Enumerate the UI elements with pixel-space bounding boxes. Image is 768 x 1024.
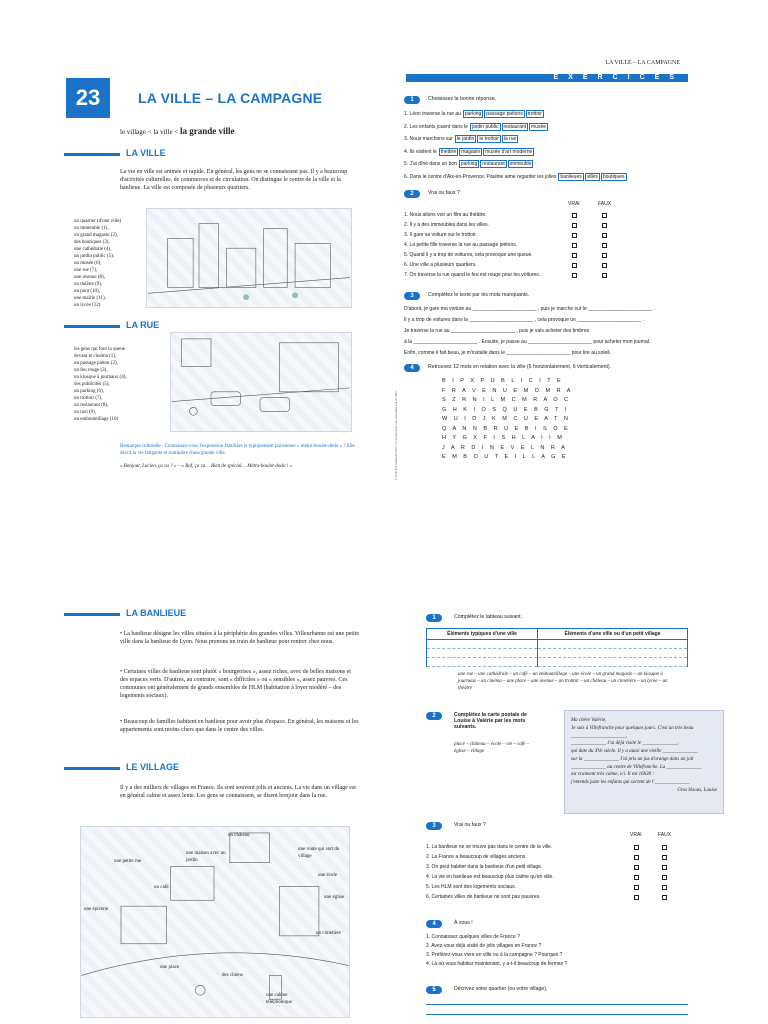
village-label: des chiens	[222, 973, 243, 978]
table-cell[interactable]	[538, 649, 688, 658]
grid-row: Q A N N B R U E B I S O E	[442, 425, 568, 432]
exercise-number-2: 2	[426, 712, 442, 720]
answer-option[interactable]: parking	[464, 111, 482, 117]
faux-checkbox[interactable]	[602, 243, 607, 248]
answer-option[interactable]: trottoir	[527, 111, 542, 117]
vrai-checkbox[interactable]	[572, 273, 577, 278]
vocab-item: un parking (6),	[74, 389, 104, 394]
answer-option[interactable]: le trottoir	[479, 136, 499, 142]
faux-checkbox[interactable]	[602, 233, 607, 238]
exercise-3-instruction: Complétez le texte par les mots manquants.	[428, 292, 530, 298]
question-line: 1. Connaissez quelques villes de France ?	[426, 934, 520, 940]
faux-checkbox[interactable]	[662, 845, 667, 850]
table-cell[interactable]	[427, 640, 538, 649]
running-header: LA VILLE – LA CAMPAGNE	[605, 60, 680, 66]
true-false-statement: 4. La vie en banlieue est beaucoup plus calme qu'en ville.	[426, 874, 554, 880]
vocab-item: des publicités (5),	[74, 382, 110, 387]
village-label: une maison avec un jardin	[186, 851, 226, 863]
vocab-item: un taxi (9),	[74, 410, 97, 415]
postcard	[564, 710, 724, 814]
fill-in-line[interactable]: à la _______________________ . Ensuite, je passe au _______________________ pour acheter mon journal.	[404, 339, 651, 345]
grid-row: E M B O U T E I L L A G E	[442, 454, 566, 460]
village-label: une école	[318, 873, 338, 878]
vocab-item: un passage piéton (2),	[74, 361, 118, 366]
cultural-note: Remarque culturelle : Connaissez-vous l'expression familière et typiquement parisienne « métro-boulot-dodo » ? Elle décrit la vie fatigante et routinière d'une grande ville.	[120, 444, 355, 456]
answer-option[interactable]: le jardin	[456, 136, 475, 142]
exercise-3-instruction: Vrai ou faux ?	[454, 822, 486, 828]
exercise-number-4: 4	[426, 920, 442, 928]
banlieue-paragraph-3: • Beaucoup de familles habitent en banlieue pour avoir plus d'espace. En général, les maisons et les appartements sont moins chers que dans le centre des villes.	[120, 719, 359, 734]
village-paragraph: Il y a des milliers de villages en France. Ils sont souvent jolis et anciens. La vie dans un village est en général calme et assez lente. Les gens se connaissent, se disent bonjour dans la rue.	[120, 785, 356, 800]
fill-in-line[interactable]: D'abord, je gare ma voiture au _______________________ , puis je marche sur le _______________________ .	[404, 306, 655, 312]
vocab-item: les gens qui font la queue	[74, 347, 125, 352]
vrai-checkbox[interactable]	[572, 263, 577, 268]
banlieue-paragraph-1: • La banlieue désigne les villes situées à la périphérie des grandes villes. Villeurbanne est une petite ville dans la banlieue de Lyon. Nous prenons un train de banlieue pour rentrer chez nous.	[120, 631, 360, 646]
faux-column-header: FAUX	[658, 832, 672, 838]
grid-row: G H K I O S Q U E B G T I	[442, 406, 567, 413]
answer-option[interactable]: passage piétons	[486, 111, 523, 117]
faux-checkbox[interactable]	[602, 273, 607, 278]
true-false-statement: 2. La France a beaucoup de villages anciens.	[426, 854, 527, 860]
faux-checkbox[interactable]	[602, 213, 607, 218]
vocab-item: un grand magasin (2),	[74, 233, 118, 238]
city-illustration	[146, 208, 352, 308]
exercise-1-instruction: Complétez le tableau suivant.	[454, 614, 523, 620]
lesson-number-badge: 23	[66, 78, 110, 118]
rue-vocab-list	[74, 346, 146, 423]
vocab-item: un pont (10),	[74, 289, 100, 294]
choice-prompt: 3. Nous marchons sur	[404, 136, 455, 142]
choice-line	[404, 110, 544, 118]
exercise-number-2: 2	[404, 190, 420, 198]
answer-option[interactable]: la rue	[503, 136, 517, 142]
postcard-line: j'entends juste les enfants qui sortent de l'______________	[571, 780, 690, 785]
vrai-checkbox[interactable]	[572, 223, 577, 228]
answer-option[interactable]: restaurant	[482, 161, 505, 167]
vrai-column-header: VRAI	[568, 201, 580, 207]
page-exercices-2	[396, 600, 717, 1024]
street-illustration	[170, 332, 352, 432]
answer-option[interactable]: jardin public	[471, 123, 499, 130]
table-header-village: Éléments d'une ville ou d'un petit village	[538, 629, 688, 640]
choice-prompt: 2. Les enfants jouent dans le	[404, 123, 470, 130]
true-false-statement: 5. Quand il y a trop de voitures, cela provoque une queue.	[404, 252, 533, 258]
postcard-line: Ma chère Valérie,	[571, 718, 607, 723]
answer-option[interactable]: musée d'art moderne	[485, 148, 533, 155]
page-exercices	[396, 60, 688, 490]
village-label: une église	[324, 895, 345, 900]
village-label: une route qui sort du village	[298, 847, 340, 859]
true-false-statement: 7. On traverse la rue quand le feu est rouge pour les voitures.	[404, 272, 541, 278]
vrai-checkbox[interactable]	[572, 243, 577, 248]
section-heading-ville: LA VILLE	[120, 148, 166, 158]
postcard-word-bank: place – château – école – vie – café – église – village	[454, 742, 530, 754]
vocab-item: une avenue (8),	[74, 275, 105, 280]
fill-in-line[interactable]: Il y a trop de voitures dans la _______________________ , cela provoque un _______________________ .	[404, 317, 644, 323]
exercises-banner: EXERCICES	[406, 74, 688, 82]
vrai-checkbox[interactable]	[634, 845, 639, 850]
exercise-number-1: 1	[426, 614, 442, 622]
table-cell[interactable]	[427, 649, 538, 658]
compare-ville: la ville	[153, 128, 173, 136]
compare-village: le village	[120, 128, 146, 136]
exercise-4-instruction: Retrouvez 12 mots en relation avec la ville (6 horizontalement, 6 verticalement).	[428, 364, 612, 370]
answer-option[interactable]: villes	[586, 173, 598, 180]
vocab-item: une mairie (11),	[74, 296, 106, 301]
street-drawing	[171, 333, 351, 431]
true-false-statement: 6. Une ville a plusieurs quartiers.	[404, 262, 477, 268]
banlieue-paragraph-2: • Certaines villes de banlieue sont plutôt « bourgeoises », assez riches, avec de belles maisons et des espaces verts. D'autres, au contraire, sont « difficiles » ou « sensibles », assez pauvres. Ces communes ont généralement de grands ensembles de HLM (habitation à loyer modéré – des logements sociaux).	[120, 669, 351, 700]
ville-paragraph: La vie en ville est animée et rapide. En général, les gens ne se connaissent pas. Il y a beaucoup d'activités culturelles, de commerces et de circulation. On distingue le centre de la ville et la banlieue. La ville est composée de plusieurs quartiers.	[120, 169, 348, 192]
vocab-item: un lycée (12)	[74, 303, 101, 308]
exercise-5-instruction: Décrivez votre quartier (ou votre village).	[454, 986, 548, 992]
village-label: une place	[160, 965, 180, 970]
exercise-number-5: 5	[426, 986, 442, 994]
vocab-item: un théâtre (9),	[74, 282, 103, 287]
vocab-item: un trottoir (7),	[74, 396, 103, 401]
exercise-1-instruction: Choisissez la bonne réponse.	[428, 96, 497, 102]
exercise-number-3: 3	[404, 292, 420, 300]
faux-checkbox[interactable]	[602, 223, 607, 228]
village-label: un cimetière	[316, 931, 341, 936]
choice-prompt: 5. J'ai dîné dans un bon	[404, 161, 459, 167]
table-cell[interactable]	[538, 640, 688, 649]
true-false-statement: 2. Il y a des immeubles dans les villes.	[404, 222, 490, 228]
choice-prompt: 1. Léon traverse la rue au	[404, 111, 463, 117]
question-line: 4. Là où vous habitez maintenant, y a-t-il beaucoup de fermes ?	[426, 961, 568, 967]
vocab-item: un feu rouge (3),	[74, 368, 108, 373]
vocab-item: une rue (7),	[74, 268, 98, 273]
vrai-column-header: VRAI	[630, 832, 642, 838]
exercise-2-instruction: Complétez la carte postale de Louise à Valérie par les mots suivants.	[454, 712, 527, 730]
table-cell[interactable]	[427, 658, 538, 667]
page-banlieue-village	[66, 600, 366, 1024]
choice-line	[404, 135, 519, 143]
vrai-checkbox[interactable]	[572, 233, 577, 238]
exercise-2-instruction: Vrai ou faux ?	[428, 190, 460, 196]
faux-column-header: FAUX	[598, 201, 612, 207]
answer-option[interactable]: banlieues	[560, 173, 582, 180]
fill-in-line[interactable]: Je traverse la rue au _______________________ , puis je vais acheter des timbres	[404, 328, 590, 334]
grid-row: H Y G X F I S H L A I I M	[442, 435, 562, 441]
word-bank: une rue – une cathédrale – un café – un embouteillage – une école – un grand magasin – un kiosque à journaux – un cinéma – une place – une avenue – un trottoir – un château – un cimetière – un lycée – un théâtre	[458, 672, 668, 691]
cultural-note-dialogue: « Bonjour, Lucien, ça va ? » – « Bof, ça va… Rien de spécial… Métro-boulot-dodo ! »	[120, 464, 293, 469]
village-label: une cabine téléphonique	[266, 993, 292, 1005]
postcard-line: qui date du XVe siècle. Il y a aussi une vieille ______________	[571, 749, 698, 754]
vocab-item: une cathédrale (4),	[74, 247, 112, 252]
answer-option[interactable]: musée	[531, 123, 547, 130]
fill-in-line[interactable]: Enfin, comme il fait beau, je m'installe dans le _______________________ pour lire au soleil.	[404, 350, 611, 356]
village-label: une épicerie	[84, 907, 109, 912]
true-false-statement: 6. Certaines villes de banlieue ne sont pas pauvres.	[426, 894, 541, 900]
grid-row: J A R D I N E V E L N R A	[442, 444, 565, 451]
classification-table	[426, 628, 688, 667]
true-false-statement: 3. Il gare sa voiture sur le trottoir.	[404, 232, 477, 238]
answer-option[interactable]: théâtre	[440, 148, 457, 155]
question-line: 3. Préférez-vous vivre en ville ou à la campagne ? Pourquoi ?	[426, 952, 563, 958]
postcard-line: est vraiment très calme, ici. Il est 16h30 :	[571, 772, 655, 778]
faux-checkbox[interactable]	[662, 855, 667, 860]
exercise-4-instruction: À vous !	[454, 920, 473, 926]
postcard-line: ______________ J'ai déjà visité le ______________,	[571, 741, 679, 747]
choice-line	[404, 173, 627, 181]
faux-checkbox[interactable]	[662, 875, 667, 880]
true-false-statement: 4. La petite fille traverse la rue au passage piétons.	[404, 242, 518, 248]
vocab-item: un musée (6),	[74, 261, 102, 266]
vocab-item: devant le cinéma (1),	[74, 354, 117, 359]
faux-checkbox[interactable]	[662, 885, 667, 890]
table-header-ville: Éléments typiques d'une ville	[427, 629, 538, 640]
choice-line	[404, 160, 534, 168]
exercise-number-1: 1	[404, 96, 420, 104]
vrai-checkbox[interactable]	[572, 213, 577, 218]
village-label: une petite rue	[114, 859, 142, 864]
grid-row: S Z R N I L M C M R A O C	[442, 397, 569, 403]
answer-option[interactable]: restaurant	[503, 123, 527, 130]
choice-prompt: 4. Ils visitent le	[404, 148, 439, 155]
section-heading-rue: LA RUE	[120, 320, 159, 330]
choice-prompt: 6. Dans le centre d'Aix-en-Provence, Pauline aime regarder les jolies	[404, 173, 558, 180]
grid-row: W U I D J K M C U E A T N	[442, 416, 568, 422]
true-false-statement: 1. La banlieue ne se trouve pas dans le centre de la ville.	[426, 844, 553, 850]
faux-checkbox[interactable]	[662, 895, 667, 900]
true-false-statement: 1. Nous allons voir un film au théâtre.	[404, 212, 487, 218]
answer-option[interactable]: magasin	[461, 148, 481, 155]
vocab-item: un immeuble (1),	[74, 226, 109, 231]
ville-vocab-list	[74, 218, 138, 309]
lesson-title: LA VILLE – LA CAMPAGNE	[138, 90, 323, 106]
true-false-statement: 3. On peut habiter dans la banlieue d'un petit village.	[426, 864, 543, 870]
faux-checkbox[interactable]	[662, 865, 667, 870]
vrai-checkbox[interactable]	[634, 855, 639, 860]
table-cell[interactable]	[538, 658, 688, 667]
word-search-grid	[442, 378, 570, 464]
grid-row: B I P X P U B L I C I T E	[442, 378, 561, 384]
vrai-checkbox[interactable]	[634, 885, 639, 890]
vrai-checkbox[interactable]	[634, 865, 639, 870]
exercise-number-4: 4	[404, 364, 420, 372]
writing-line[interactable]	[426, 1004, 688, 1005]
section-heading-village: LE VILLAGE	[120, 762, 179, 772]
village-label: un château	[228, 833, 250, 838]
page-la-ville	[66, 72, 366, 482]
true-false-statement: 5. Les HLM sont des logements sociaux.	[426, 884, 517, 890]
section-heading-banlieue: LA BANLIEUE	[120, 608, 186, 618]
vrai-checkbox[interactable]	[634, 895, 639, 900]
faux-checkbox[interactable]	[602, 263, 607, 268]
exercise-number-3: 3	[426, 822, 442, 830]
copyright-notice: © CLE International 2017. La photocopie non autorisée est un délit.	[394, 390, 398, 480]
answer-option[interactable]: parking	[460, 161, 478, 167]
vrai-checkbox[interactable]	[634, 875, 639, 880]
faux-checkbox[interactable]	[602, 253, 607, 258]
vocab-item: un jardin public (5),	[74, 254, 114, 259]
grid-row: F R A V E N U E M O M R A	[442, 387, 571, 394]
postcard-line: ______________ au centre de Villefranche. La ______________	[571, 764, 702, 770]
vrai-checkbox[interactable]	[572, 253, 577, 258]
answer-option[interactable]: immeuble	[509, 161, 532, 167]
postcard-line: sur la ______________ J'ai pris un jus d'orange dans un joli	[571, 756, 694, 762]
writing-line[interactable]	[426, 1014, 688, 1015]
size-comparison: le village < la ville < la grande ville	[120, 126, 235, 136]
question-line: 2. Avez-vous déjà visité de jolis villages en France ?	[426, 943, 542, 949]
compare-grande-ville: la grande ville	[180, 126, 235, 136]
vocab-item: un quartier (d'une ville)	[74, 219, 122, 224]
choice-line	[404, 123, 549, 131]
vocab-item: un kiosque à journaux (4),	[74, 375, 127, 380]
postcard-signature: Gros bisous, Louise	[677, 787, 717, 793]
vocab-item: un restaurant (8),	[74, 403, 109, 408]
choice-line	[404, 148, 535, 156]
vocab-item: des boutiques (3),	[74, 240, 110, 245]
postcard-line: Je suis à Villefranche pour quelques jours. C'est un très beau ______________________,	[571, 725, 694, 739]
village-label: un café	[154, 885, 169, 890]
vocab-item: un embouteillage (10)	[74, 417, 119, 422]
city-drawing	[147, 209, 351, 307]
answer-option[interactable]: boutiques	[602, 173, 625, 180]
